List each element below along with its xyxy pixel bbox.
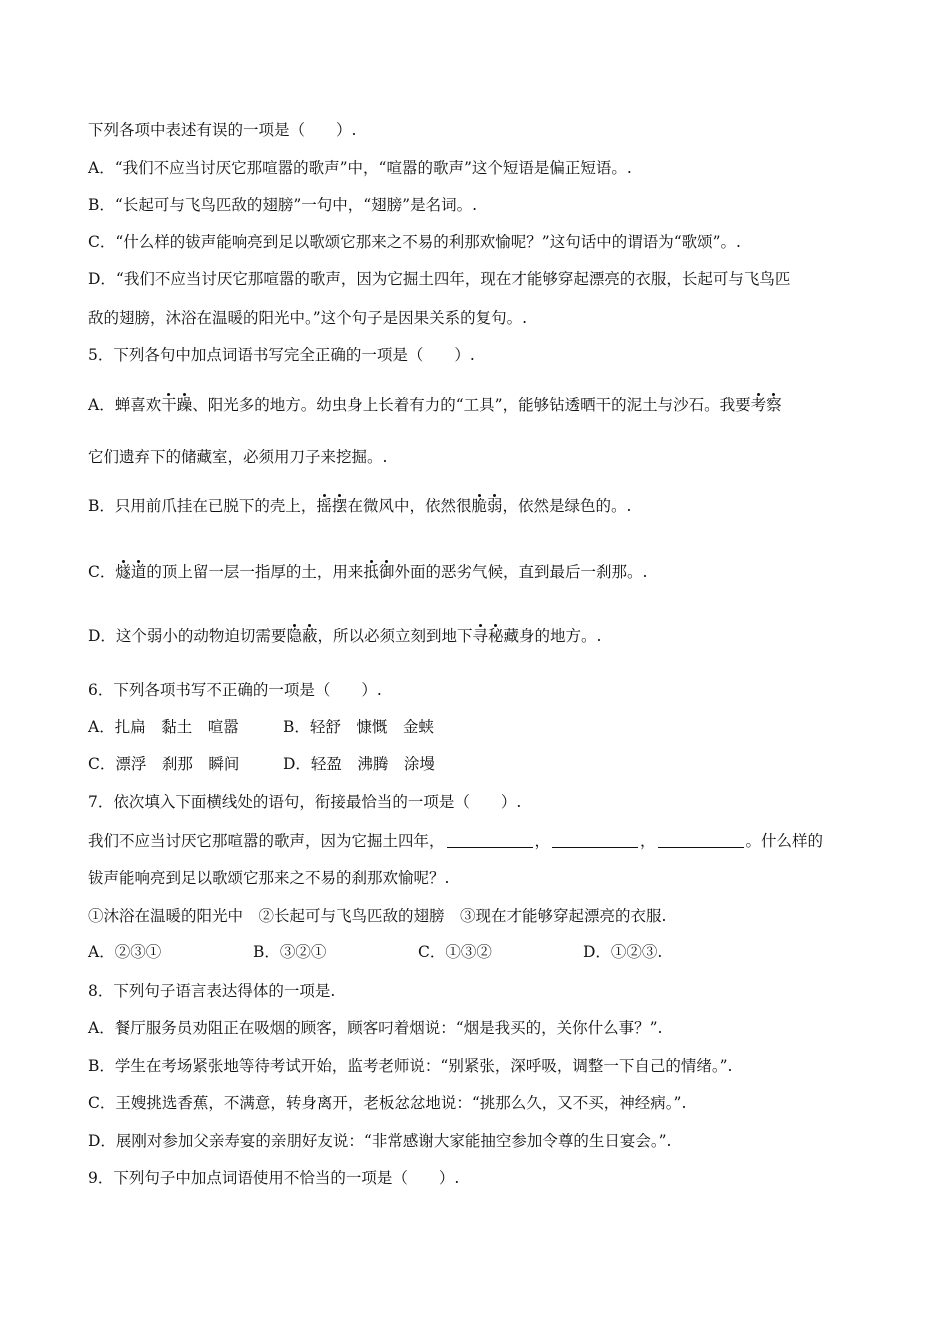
q7-options bbox=[88, 941, 868, 963]
q6-options-row2 bbox=[88, 753, 868, 775]
dotted-char: 考 bbox=[750, 396, 767, 414]
q8-option-a: A．餐厅服务员劝阻正在吸烟的顾客，顾客叼着烟说：“烟是我买的，关你什么事？”. bbox=[88, 1019, 663, 1037]
q5-option-a-line2: 它们遗弃下的储藏室，必须用刀子来挖掘。. bbox=[88, 448, 388, 466]
dotted-char: 抵 bbox=[363, 563, 379, 581]
dotted-char: 察 bbox=[766, 396, 782, 414]
fill-blank bbox=[552, 832, 638, 848]
option-a: A．“我们不应当讨厌它那喧嚣的歌声”中，“喧嚣的歌声”这个短语是偏正短语。. bbox=[88, 159, 632, 177]
q8-option-c: C．王嫂挑选香蕉，不满意，转身离开，老板忿忿地说：“挑那么久，又不买，神经病。”. bbox=[88, 1094, 687, 1112]
dotted-char: 躁 bbox=[176, 396, 193, 414]
dotted-char: 隐 bbox=[286, 627, 302, 645]
option-b: B．③②① bbox=[253, 943, 327, 961]
dotted-char: 寻 bbox=[472, 627, 488, 645]
option-d: D．①②③. bbox=[583, 943, 663, 961]
text: ， bbox=[640, 832, 656, 850]
option-d-line2: 敌的翅膀，沐浴在温暖的阳光中。”这个句子是因果关系的复句。. bbox=[88, 309, 528, 327]
text: 外面的恶劣气候，直到最后一刹那。. bbox=[394, 563, 648, 581]
option-c: C．“什么样的钹声能响亮到足以歌颂它那来之不易的利那欢愉呢？”这句话中的谓语为“歌颂”。. bbox=[88, 233, 741, 251]
dotted-char: 干 bbox=[161, 396, 177, 414]
q5-option-a-line1 bbox=[88, 394, 868, 416]
text: 的顶上留一层一指厚的土，用来 bbox=[146, 563, 364, 581]
dotted-word bbox=[316, 497, 347, 515]
text: ， bbox=[534, 832, 551, 850]
q8-option-d: D．展刚对参加父亲寿宴的亲朋好友说：“非常感谢大家能抽空参加令尊的生日宴会。”. bbox=[88, 1132, 672, 1150]
question-7-stem: 7．依次填入下面横线处的语句，衔接最恰当的一项是（ ）. bbox=[88, 793, 522, 811]
text: 、阳光多的地方。幼虫身上长着有力的“工具”，能够钻透晒干的泥土与沙石。我要 bbox=[192, 396, 751, 414]
dotted-char: 秘 bbox=[488, 627, 504, 645]
text: B．只用前爪挂在已脱下的壳上， bbox=[88, 497, 317, 515]
q6-options-row1 bbox=[88, 716, 868, 738]
dotted-word bbox=[751, 396, 782, 414]
fill-blank bbox=[658, 832, 744, 848]
dotted-char: 摆 bbox=[331, 497, 348, 515]
question-6-stem: 6．下列各项书写不正确的一项是（ ）. bbox=[88, 681, 382, 699]
option-a: A．②③① bbox=[88, 943, 162, 961]
option-d: D．轻盈 沸腾 涂墁 bbox=[283, 755, 435, 773]
text: A．蝉喜欢 bbox=[88, 396, 162, 414]
text: D．这个弱小的动物迫切需要 bbox=[88, 627, 287, 645]
question-stem: 下列各项中表述有误的一项是（ ）. bbox=[88, 121, 357, 139]
question-5-stem: 5．下列各句中加点词语书写完全正确的一项是（ ）. bbox=[88, 346, 475, 364]
dotted-word bbox=[115, 563, 146, 581]
q8-option-b: B．学生在考场紧张地等待考试开始，监考老师说：“别紧张，深呼吸，调整一下自己的情绪。”. bbox=[88, 1057, 733, 1075]
q7-text-line1 bbox=[88, 830, 868, 852]
dotted-char: 蔽 bbox=[301, 627, 318, 645]
q5-option-d bbox=[88, 625, 868, 647]
option-b: B．“长起可与飞鸟匹敌的翅膀”一句中，“翅膀”是名词。. bbox=[88, 196, 478, 214]
option-c: C．①③② bbox=[418, 943, 492, 961]
dotted-char: 御 bbox=[378, 563, 395, 581]
option-b: B．轻舒 慷慨 金蛱 bbox=[283, 718, 434, 736]
dotted-char: 脆 bbox=[471, 497, 487, 515]
text: 藏身的地方。. bbox=[503, 627, 602, 645]
q7-text-line2: 钹声能响亮到足以歌颂它那来之不易的刹那欢愉呢？. bbox=[88, 869, 450, 887]
dotted-char: 燧 bbox=[115, 563, 131, 581]
dotted-word bbox=[161, 396, 192, 414]
text: 。什么样的 bbox=[745, 832, 824, 850]
text: 在微风中，依然很 bbox=[347, 497, 472, 515]
dotted-char: 道 bbox=[130, 563, 147, 581]
dotted-word bbox=[363, 563, 394, 581]
option-c: C．漂浮 刹那 瞬间 bbox=[88, 755, 240, 773]
dotted-char: 弱 bbox=[486, 497, 503, 515]
text: C． bbox=[88, 563, 116, 581]
text: ，依然是绿色的。. bbox=[502, 497, 632, 515]
fill-blank bbox=[447, 832, 533, 848]
dotted-word bbox=[471, 497, 502, 515]
q7-sentence-options: ①沐浴在温暖的阳光中 ②长起可与飞鸟匹敌的翅膀 ③现在才能够穿起漂亮的衣服. bbox=[88, 907, 667, 925]
text: 我们不应当讨厌它那喧嚣的歌声，因为它掘土四年， bbox=[88, 832, 445, 850]
dotted-word bbox=[286, 627, 317, 645]
option-d-line1: D．“我们不应当讨厌它那喧嚣的歌声，因为它掘土四年，现在才能够穿起漂亮的衣服，长起可与飞鸟匹 bbox=[88, 270, 791, 288]
question-8-stem: 8．下列句子语言表达得体的一项是. bbox=[88, 982, 336, 1000]
q5-option-b bbox=[88, 495, 868, 517]
dotted-char: 摇 bbox=[316, 497, 332, 515]
dotted-word bbox=[472, 627, 503, 645]
text: ，所以必须立刻到地下 bbox=[317, 627, 473, 645]
question-9-stem: 9．下列句子中加点词语使用不恰当的一项是（ ）. bbox=[88, 1169, 460, 1187]
option-a: A．扎扁 黏土 喧嚣 bbox=[88, 718, 239, 736]
q5-option-c bbox=[88, 561, 868, 583]
